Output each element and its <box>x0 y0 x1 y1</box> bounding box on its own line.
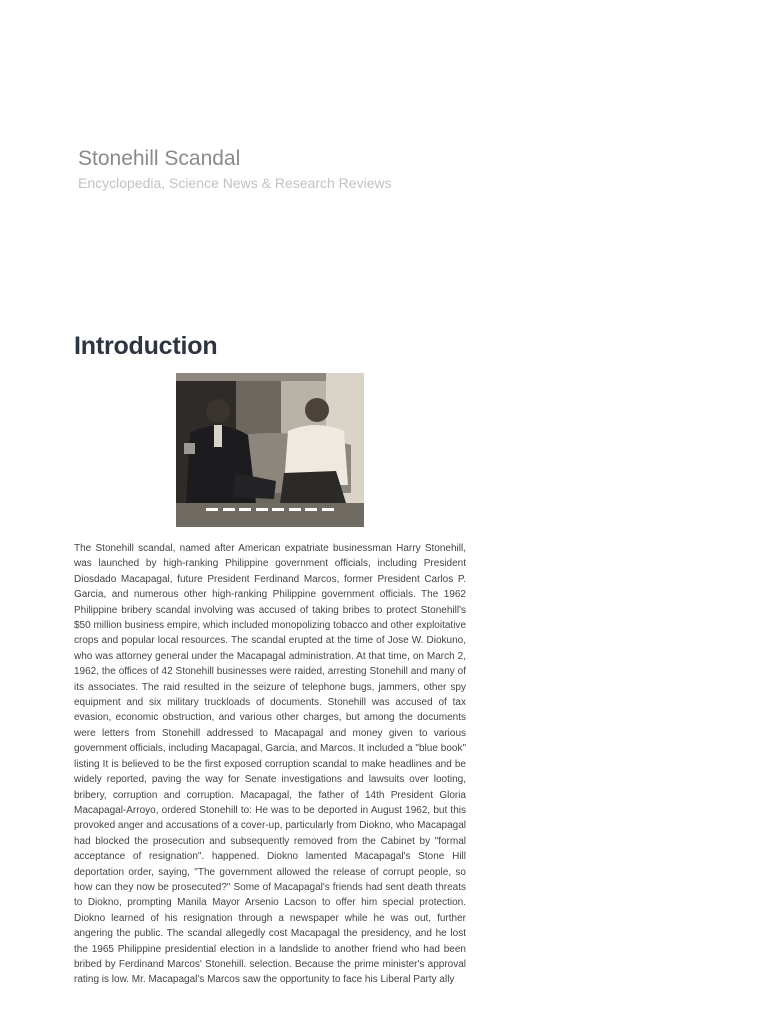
article-heading: Introduction <box>74 332 218 360</box>
site-header <box>78 146 392 192</box>
article <box>74 330 466 1001</box>
article-body: The Stonehill scandal, named after American expatriate businessman Harry Stonehill, was launched by high-ranking Philippine government officials, including President Diosdado Macapagal, future President Ferdinand Marcos, former President Carlos P. Garcia, and numerous other high-ranking Philippine government officials. The 1962 Philippine bribery scandal involving was accused of taking bribes to protect Stonehill's $50 million business empire, which included monopolizing tobacco and other exploitative crops and popular local resources. The scandal erupted at the time of Jose W. Diokuno, who was attorney general under the Macapagal administration. At that time, on March 2, 1962, the offices of 42 Stonehill businesses were raided, arresting Stonehill and many of its associates. The raid resulted in the seizure of telephone bugs, jammers, other spy equipment and six military truckloads of documents. Stonehill was accused of tax evasion, economic obstruction, and various other charges, but among the documents were letters from Stonehill addressed to Macapagal and money given to various government officials, including Macapagal, Garcia, and Marcos. It included a "blue book" listing It is believed to be the first exposed corruption scandal to make headlines and be widely reported, paving the way for Senate investigations and lawsuits over looting, bribery, corruption and corruption. Macapagal, the father of 14th President Gloria Macapagal-Arroyo, ordered Stonehill to: He was to be deported in August 1962, but this provoked anger and accusations of a cover-up, particularly from Diokno, who Macapagal had blocked the prosecution and subsequently removed from the Cabinet by "formal acceptance of resignation". happened. Diokno lamented Macapagal's Stone Hill deportation order, saying, "The government allowed the release of corrupt people, so how can they now be prosecuted?" Some of Macapagal's friends had sent death threats to Diokno, prompting Manila Mayor Arsenio Lacson to offer him special protection. Diokno learned of his resignation through a newspaper while he was out, further angering the public. The scandal allegedly cost Macapagal the presidency, and he lost the 1965 Philippine presidential election in a landslide to another friend who had been bribed by Ferdinand Marcos' Stonehill. selection. Because the prime minister's approval rating is low. Mr. Macapagal's Marcos saw the opportunity to face his Liberal Party ally <box>74 543 466 986</box>
slider-dot[interactable] <box>206 508 218 511</box>
slider-dot[interactable] <box>305 508 317 511</box>
slider-dot[interactable] <box>256 508 268 511</box>
site-title[interactable]: Stonehill Scandal <box>78 147 241 170</box>
photo-illustration <box>176 373 364 527</box>
slider-dot[interactable] <box>223 508 235 511</box>
slider-dot[interactable] <box>289 508 301 511</box>
slider-dot[interactable] <box>322 508 334 511</box>
slider-dots <box>206 508 334 511</box>
slider-dot[interactable] <box>239 508 251 511</box>
article-photo[interactable] <box>176 373 364 527</box>
site-tagline: Encyclopedia, Science News & Research Reviews <box>78 175 392 191</box>
slider-dot[interactable] <box>272 508 284 511</box>
